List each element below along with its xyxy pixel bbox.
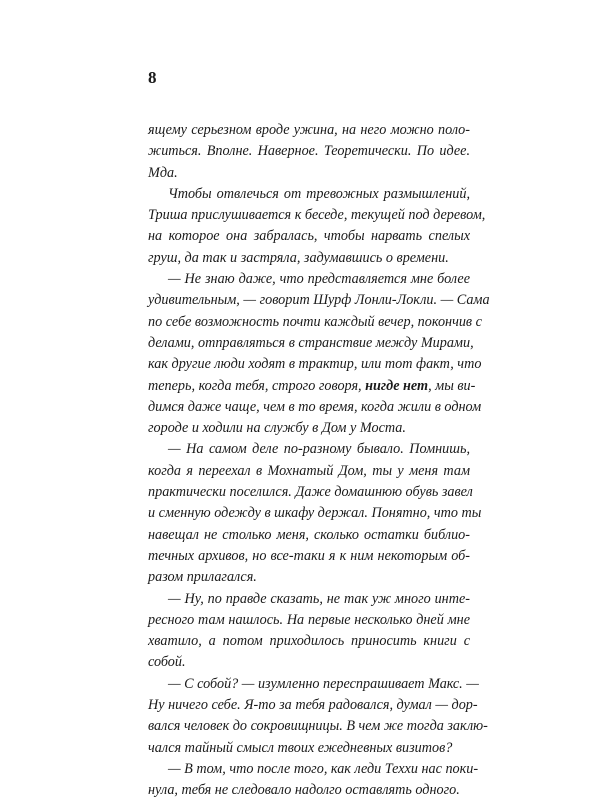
text-line [148,397,482,418]
line-text: хватило, а потом приходилось приносить книги с [148,633,470,650]
text-line [148,589,470,610]
text-line [148,269,470,290]
line-text: на которое она забралась, чтобы нарвать спелых [148,228,470,245]
text-line [148,674,479,695]
body-text [148,120,490,802]
text-line [148,695,478,716]
text-line [148,716,488,737]
text-line [148,780,470,801]
emphasized-text: нигде нет [365,377,429,394]
line-text: — Не знаю даже, что представляется мне более [168,271,470,288]
line-text: делами, отправляться в странствие между Мирами, [148,334,474,351]
line-text: течных архивов, но все-таки я к ним некоторым об- [148,547,470,564]
text-line [148,333,474,354]
text-line [148,163,470,184]
line-text: — С собой? — изумленно переспрашивает Макс. — [168,675,479,692]
line-text: Триша прислушивается к беседе, текущей под деревом, [148,207,486,224]
text-fragment: , мы ви- [428,377,476,394]
text-line [148,525,470,546]
line-text: практически поселился. Даже домашнюю обувь завел [148,484,473,501]
text-line [148,503,482,524]
text-line [148,610,470,631]
line-text: когда я переехал в Мохнатый Дом, ты у меня там [148,462,470,479]
line-text: — Ну, по правде сказать, не так уж много инте- [168,590,470,607]
line-text: ящему серьезном вроде ужина, на него можно поло- [148,122,470,138]
text-line [148,226,470,247]
line-text: груш, да так и застряла, задумавшись о времени. [148,249,449,266]
line-text: по себе возможность почти каждый вечер, покончив с [148,313,482,330]
text-line [148,759,479,780]
text-line [148,738,470,759]
line-text: ресного там нашлось. На первые несколько дней мне [148,611,470,628]
line-text: собой. [148,654,186,671]
text-line [148,248,470,269]
text-line [148,652,470,673]
text-line [148,141,470,162]
text-line [148,439,470,460]
line-text: житься. Вполне. Наверное. Теоретически. По идее. [148,143,470,160]
line-text: димся даже чаще, чем в то время, когда жили в одном [148,398,482,415]
line-text: Ну ничего себе. Я-то за тебя радовался, думал — дор- [148,697,478,714]
text-line [148,120,470,141]
page-number: 8 [148,68,157,87]
line-text: нула, тебя не следовало надолго оставлять одного. [148,782,460,799]
line-text: удивительным, — говорит Шурф Лонли-Локли. — Сама [148,292,490,309]
text-line [148,184,470,205]
text-line [148,631,470,652]
text-line [148,418,470,439]
text-line [148,354,482,375]
line-text: городе и ходили на службу в Дом у Моста. [148,420,406,437]
text-line [148,482,473,503]
line-text: вался человек до сокровищницы. В чем же тогда заклю- [148,718,488,735]
line-text: — В том, что после того, как леди Теххи нас поки- [168,760,479,777]
line-text: — На самом деле по-разному бывало. Помнишь, [168,441,470,458]
line-text: Мда. [148,164,178,181]
text-line [148,567,470,588]
text-fragment: теперь, когда тебя, строго говоря, [148,377,366,394]
line-text: Чтобы отвлечься от тревожных размышлений, [168,185,470,202]
text-line [148,205,486,226]
text-line [148,290,490,311]
line-text: навещал не столько меня, сколько остатки библио- [148,526,470,543]
line-text: разом прилагался. [148,569,257,586]
text-line [148,461,470,482]
text-line [148,546,470,567]
line-text: и сменную одежду в шкафу держал. Понятно, что ты [148,505,482,522]
line-text: как другие люди ходят в трактир, или тот факт, что [148,356,482,373]
line-text: чался тайный смысл твоих ежедневных визитов? [148,739,453,756]
text-line [148,312,482,333]
text-line [148,376,476,397]
